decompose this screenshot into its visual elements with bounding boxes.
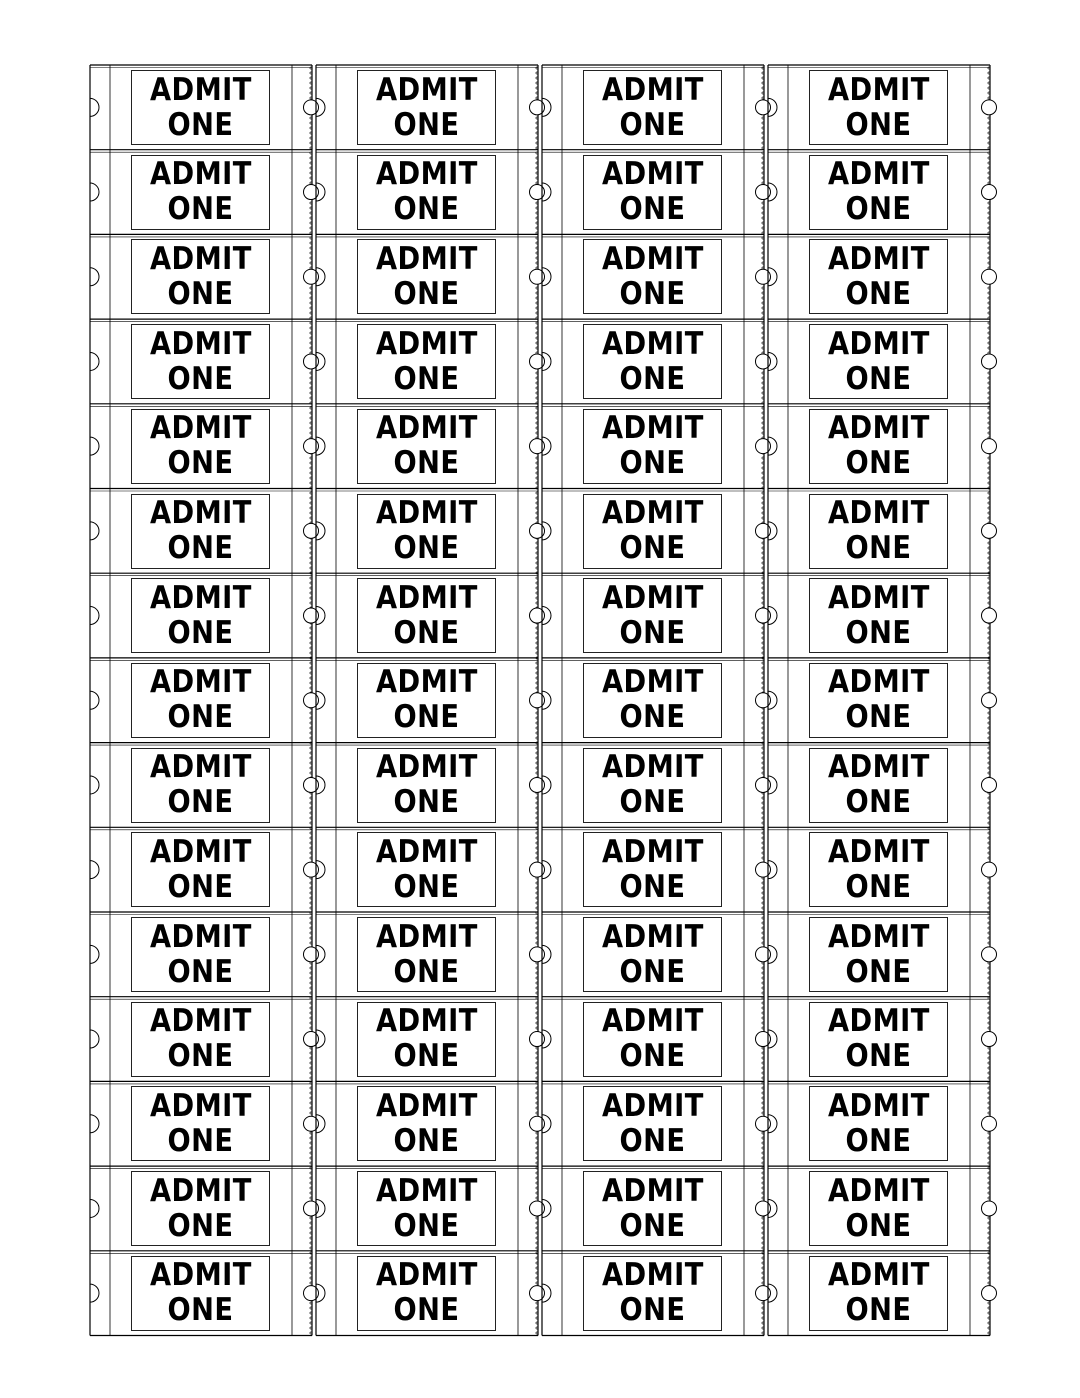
ticket-label-box <box>357 1171 496 1246</box>
ticket-label-box <box>357 1086 496 1161</box>
ticket-label-box <box>131 917 270 992</box>
ticket-line-one: ONE <box>393 445 460 482</box>
ticket-line-admit: ADMIT <box>601 664 704 701</box>
ticket-line-one: ONE <box>167 614 234 651</box>
ticket-line-admit: ADMIT <box>827 664 930 701</box>
ticket-line-one: ONE <box>619 445 686 482</box>
ticket-line-admit: ADMIT <box>149 325 252 362</box>
ticket-line-admit: ADMIT <box>827 579 930 616</box>
ticket-label-box <box>583 239 722 314</box>
ticket-line-admit: ADMIT <box>375 1257 478 1294</box>
ticket-label-box <box>809 832 948 907</box>
ticket-line-admit: ADMIT <box>827 918 930 955</box>
ticket-line-admit: ADMIT <box>601 918 704 955</box>
ticket-label-box <box>809 1171 948 1246</box>
ticket-line-admit: ADMIT <box>149 240 252 277</box>
ticket-label-box <box>809 239 948 314</box>
ticket-line-admit: ADMIT <box>827 495 930 531</box>
ticket-notch-left <box>90 268 99 286</box>
ticket-line-admit: ADMIT <box>149 156 252 193</box>
ticket-label-box <box>809 1256 948 1331</box>
ticket-label-box <box>583 70 722 145</box>
ticket-line-admit: ADMIT <box>375 833 478 870</box>
ticket-label-box <box>809 578 948 653</box>
ticket-label-box <box>357 748 496 823</box>
ticket-line-admit: ADMIT <box>375 1003 478 1040</box>
ticket-line-admit: ADMIT <box>827 156 930 193</box>
ticket-label-box <box>583 663 722 738</box>
ticket-line-admit: ADMIT <box>827 833 930 870</box>
ticket-line-one: ONE <box>393 1122 460 1159</box>
ticket-line-one: ONE <box>845 953 912 990</box>
ticket-label-box <box>809 155 948 230</box>
ticket-label-box <box>357 832 496 907</box>
ticket-line-one: ONE <box>393 614 460 651</box>
ticket-line-one: ONE <box>393 1292 460 1329</box>
ticket-line-admit: ADMIT <box>149 495 252 531</box>
ticket-line-one: ONE <box>167 275 234 312</box>
ticket-line-one: ONE <box>845 275 912 312</box>
ticket-label-box <box>357 239 496 314</box>
ticket-line-admit: ADMIT <box>149 918 252 955</box>
ticket-punch-hole <box>982 185 997 200</box>
ticket-label-box <box>357 663 496 738</box>
ticket-line-one: ONE <box>393 275 460 312</box>
ticket-line-one: ONE <box>167 699 234 736</box>
ticket-line-one: ONE <box>619 614 686 651</box>
ticket-line-one: ONE <box>845 106 912 143</box>
ticket-label-box <box>583 155 722 230</box>
ticket-label-box <box>357 494 496 569</box>
ticket-line-one: ONE <box>167 360 234 397</box>
ticket-line-admit: ADMIT <box>601 1003 704 1040</box>
ticket-label-box <box>357 917 496 992</box>
ticket-line-admit: ADMIT <box>149 410 252 447</box>
ticket-label-box <box>809 1086 948 1161</box>
ticket-line-one: ONE <box>845 1122 912 1159</box>
ticket-line-admit: ADMIT <box>375 325 478 362</box>
ticket-line-one: ONE <box>619 360 686 397</box>
ticket-line-admit: ADMIT <box>375 1087 478 1124</box>
ticket-line-one: ONE <box>167 445 234 482</box>
ticket-label-box <box>357 409 496 484</box>
ticket-label-box <box>809 917 948 992</box>
ticket-line-admit: ADMIT <box>601 325 704 362</box>
ticket-line-admit: ADMIT <box>149 1003 252 1040</box>
ticket-punch-hole <box>982 269 997 284</box>
ticket-line-admit: ADMIT <box>601 71 704 108</box>
ticket-line-one: ONE <box>619 699 686 736</box>
ticket-line-admit: ADMIT <box>375 71 478 108</box>
ticket-line-one: ONE <box>845 1207 912 1244</box>
ticket-line-one: ONE <box>167 1292 234 1329</box>
ticket-line-one: ONE <box>619 1207 686 1244</box>
ticket-label-box <box>583 1086 722 1161</box>
ticket-line-one: ONE <box>167 1122 234 1159</box>
ticket-punch-hole <box>982 947 997 962</box>
ticket-line-one: ONE <box>845 699 912 736</box>
ticket-line-admit: ADMIT <box>149 1257 252 1294</box>
ticket-notch-left <box>90 1115 99 1133</box>
ticket-label-box <box>357 1256 496 1331</box>
ticket-notch-left <box>90 1030 99 1048</box>
ticket-punch-hole <box>982 523 997 538</box>
ticket-label-box <box>131 832 270 907</box>
ticket-notch-left <box>90 607 99 625</box>
ticket-punch-hole <box>982 439 997 454</box>
ticket-label-box <box>809 70 948 145</box>
ticket-line-one: ONE <box>393 699 460 736</box>
ticket-label-box <box>809 1002 948 1077</box>
ticket-line-one: ONE <box>845 614 912 651</box>
ticket-label-box <box>357 1002 496 1077</box>
ticket-line-one: ONE <box>393 953 460 990</box>
ticket-label-box <box>809 409 948 484</box>
ticket-line-one: ONE <box>845 360 912 397</box>
ticket-line-admit: ADMIT <box>375 664 478 701</box>
ticket-line-one: ONE <box>619 1122 686 1159</box>
ticket-line-one: ONE <box>619 868 686 905</box>
ticket-label-box <box>809 748 948 823</box>
ticket-label-box <box>357 324 496 399</box>
ticket-notch-left <box>90 691 99 709</box>
ticket-label-box <box>131 239 270 314</box>
ticket-line-one: ONE <box>619 275 686 312</box>
ticket-label-box <box>583 832 722 907</box>
ticket-line-one: ONE <box>393 191 460 228</box>
ticket-label-box <box>809 494 948 569</box>
ticket-punch-hole <box>982 862 997 877</box>
ticket-notch-left <box>90 522 99 540</box>
ticket-line-admit: ADMIT <box>375 918 478 955</box>
ticket-label-box <box>131 1256 270 1331</box>
ticket-punch-hole <box>982 354 997 369</box>
ticket-line-admit: ADMIT <box>375 579 478 616</box>
ticket-line-admit: ADMIT <box>601 495 704 531</box>
ticket-line-one: ONE <box>619 191 686 228</box>
ticket-line-admit: ADMIT <box>827 749 930 786</box>
ticket-line-admit: ADMIT <box>827 1087 930 1124</box>
ticket-line-admit: ADMIT <box>827 240 930 277</box>
ticket-line-admit: ADMIT <box>149 1087 252 1124</box>
ticket-line-one: ONE <box>393 106 460 143</box>
ticket-notch-left <box>90 98 99 116</box>
ticket-notch-left <box>90 945 99 963</box>
ticket-line-admit: ADMIT <box>149 1172 252 1209</box>
ticket-punch-hole <box>982 100 997 115</box>
ticket-label-box <box>357 70 496 145</box>
ticket-label-box <box>131 70 270 145</box>
ticket-label-box <box>583 409 722 484</box>
ticket-line-one: ONE <box>167 1038 234 1075</box>
ticket-line-admit: ADMIT <box>375 1172 478 1209</box>
ticket-label-box <box>131 578 270 653</box>
ticket-line-one: ONE <box>167 868 234 905</box>
ticket-line-one: ONE <box>845 784 912 821</box>
ticket-label-box <box>583 917 722 992</box>
ticket-line-one: ONE <box>845 191 912 228</box>
ticket-label-box <box>131 324 270 399</box>
ticket-label-box <box>583 748 722 823</box>
ticket-line-admit: ADMIT <box>827 410 930 447</box>
ticket-line-admit: ADMIT <box>601 1172 704 1209</box>
ticket-label-box <box>583 1002 722 1077</box>
ticket-punch-hole <box>982 1286 997 1301</box>
ticket-line-one: ONE <box>393 530 460 566</box>
ticket-notch-left <box>90 1284 99 1302</box>
ticket-line-one: ONE <box>167 1207 234 1244</box>
ticket-line-admit: ADMIT <box>827 1257 930 1294</box>
ticket-punch-hole <box>982 1201 997 1216</box>
ticket-label-box <box>583 1256 722 1331</box>
ticket-line-one: ONE <box>619 106 686 143</box>
ticket-line-admit: ADMIT <box>375 749 478 786</box>
ticket-line-admit: ADMIT <box>375 410 478 447</box>
ticket-punch-hole <box>982 693 997 708</box>
ticket-line-one: ONE <box>619 530 686 566</box>
ticket-notch-left <box>90 776 99 794</box>
ticket-line-admit: ADMIT <box>375 156 478 193</box>
ticket-line-admit: ADMIT <box>149 579 252 616</box>
ticket-line-one: ONE <box>619 953 686 990</box>
ticket-line-one: ONE <box>167 784 234 821</box>
ticket-line-one: ONE <box>393 1207 460 1244</box>
ticket-label-box <box>583 494 722 569</box>
ticket-punch-hole <box>982 608 997 623</box>
ticket-line-one: ONE <box>845 530 912 566</box>
ticket-notch-left <box>90 861 99 879</box>
ticket-punch-hole <box>982 777 997 792</box>
ticket-line-admit: ADMIT <box>601 156 704 193</box>
ticket-line-one: ONE <box>619 1292 686 1329</box>
ticket-line-one: ONE <box>167 953 234 990</box>
ticket-line-admit: ADMIT <box>149 833 252 870</box>
ticket-line-one: ONE <box>167 106 234 143</box>
ticket-line-one: ONE <box>393 868 460 905</box>
ticket-label-box <box>357 578 496 653</box>
ticket-line-admit: ADMIT <box>601 240 704 277</box>
ticket-label-box <box>583 1171 722 1246</box>
ticket-line-one: ONE <box>845 868 912 905</box>
ticket-label-box <box>583 324 722 399</box>
ticket-line-admit: ADMIT <box>827 1003 930 1040</box>
ticket-label-box <box>131 1171 270 1246</box>
ticket-line-one: ONE <box>845 445 912 482</box>
ticket-label-box <box>131 155 270 230</box>
ticket-line-admit: ADMIT <box>601 749 704 786</box>
ticket-label-box <box>131 1002 270 1077</box>
ticket-line-admit: ADMIT <box>827 71 930 108</box>
ticket-line-admit: ADMIT <box>375 495 478 531</box>
ticket-punch-hole <box>982 1032 997 1047</box>
ticket-line-admit: ADMIT <box>601 410 704 447</box>
ticket-label-box <box>809 324 948 399</box>
ticket-line-one: ONE <box>167 530 234 566</box>
ticket-line-one: ONE <box>619 784 686 821</box>
ticket-label-box <box>131 1086 270 1161</box>
ticket-label-box <box>809 663 948 738</box>
ticket-line-one: ONE <box>167 191 234 228</box>
ticket-line-admit: ADMIT <box>601 1087 704 1124</box>
ticket-label-box <box>357 155 496 230</box>
ticket-line-one: ONE <box>845 1038 912 1075</box>
ticket-label-box <box>583 578 722 653</box>
ticket-line-one: ONE <box>619 1038 686 1075</box>
ticket-line-admit: ADMIT <box>149 71 252 108</box>
ticket-line-admit: ADMIT <box>149 664 252 701</box>
ticket-line-admit: ADMIT <box>601 579 704 616</box>
ticket-line-admit: ADMIT <box>827 325 930 362</box>
ticket-label-box <box>131 494 270 569</box>
ticket-label-box <box>131 663 270 738</box>
ticket-notch-left <box>90 437 99 455</box>
ticket-line-admit: ADMIT <box>601 833 704 870</box>
ticket-line-admit: ADMIT <box>601 1257 704 1294</box>
ticket-line-one: ONE <box>393 784 460 821</box>
ticket-line-admit: ADMIT <box>149 749 252 786</box>
ticket-line-one: ONE <box>393 360 460 397</box>
ticket-notch-left <box>90 1199 99 1217</box>
ticket-punch-hole <box>982 1116 997 1131</box>
ticket-line-one: ONE <box>845 1292 912 1329</box>
ticket-label-box <box>131 748 270 823</box>
ticket-label-box <box>131 409 270 484</box>
ticket-notch-left <box>90 183 99 201</box>
ticket-line-admit: ADMIT <box>827 1172 930 1209</box>
ticket-line-one: ONE <box>393 1038 460 1075</box>
ticket-line-admit: ADMIT <box>375 240 478 277</box>
ticket-notch-left <box>90 352 99 370</box>
